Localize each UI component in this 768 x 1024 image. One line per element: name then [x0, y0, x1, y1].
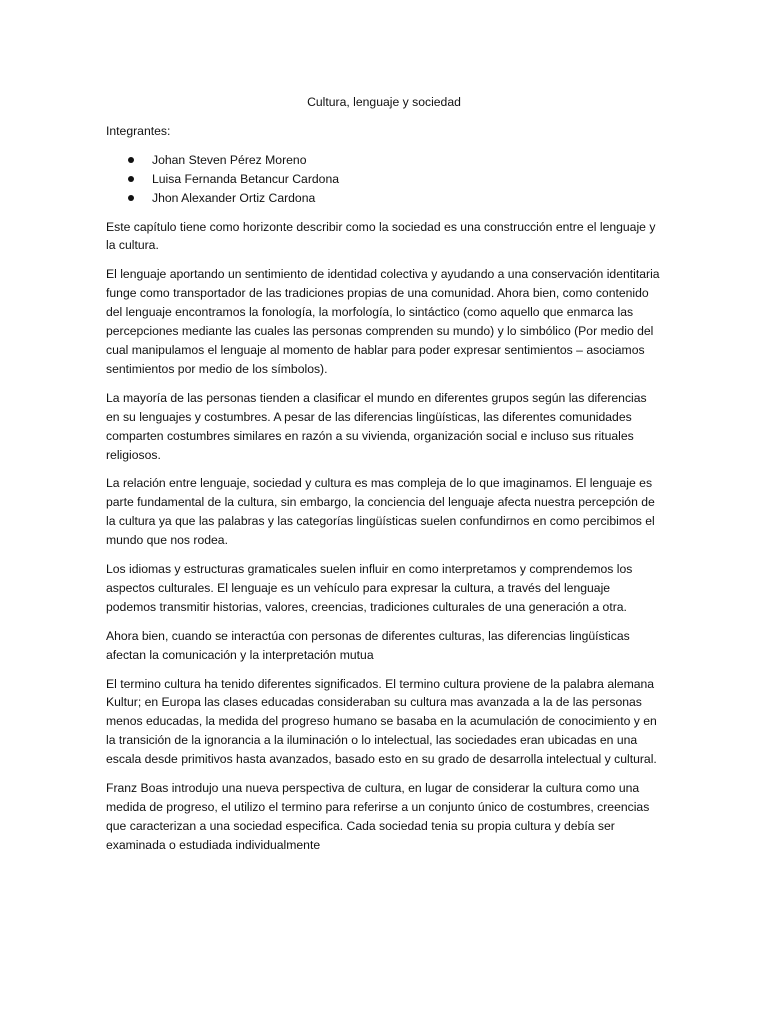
bullet-icon — [128, 195, 134, 201]
member-item — [106, 151, 662, 170]
member-name: Johan Steven Pérez Moreno — [152, 152, 307, 167]
member-item — [106, 170, 662, 189]
paragraph: El termino cultura ha tenido diferentes significados. El termino cultura proviene de la palabra alemana Kultur; en Europa las clases educadas consideraban su cultura mas avanzada a la de las personas menos educadas, la medida del progreso humano se basaba en la acumulación de conocimiento y en la transición de la ignorancia a la iluminación o lo intelectual, las sociedades eran ubicadas en una escala desde primitivos hasta avanzados, basado esto en su grado de desarrolla intelectual y cultural. — [106, 676, 657, 767]
member-name: Luisa Fernanda Betancur Cardona — [152, 171, 339, 186]
document-title: Cultura, lenguaje y sociedad — [307, 95, 461, 109]
paragraph: Los idiomas y estructuras gramaticales suelen influir en como interpretamos y comprendemos los aspectos culturales. El lenguaje es un vehículo para expresar la cultura, a través del lenguaje podemos transmitir historias, valores, creencias, tradiciones culturales de una generación a otra. — [106, 562, 633, 614]
paragraph: Este capítulo tiene como horizonte describir como la sociedad es una construcción entre el lenguaje y la cultura. — [106, 219, 656, 253]
member-item — [106, 189, 662, 208]
paragraph: La relación entre lenguaje, sociedad y cultura es mas compleja de lo que imaginamos. El lenguaje es parte fundamental de la cultura, sin embargo, la conciencia del lenguaje afecta nuestra percepción de la cultura ya que las palabras y las categorías lingüísticas suelen confundirnos en como percibimos el mundo que nos rodea. — [106, 476, 655, 548]
member-name: Jhon Alexander Ortiz Cardona — [152, 190, 316, 205]
document-body — [106, 93, 662, 865]
paragraph: Ahora bien, cuando se interactúa con personas de diferentes culturas, las diferencias lingüísticas afectan la comunicación y la interpretación mutua — [106, 628, 630, 662]
bullet-icon — [128, 157, 134, 163]
paragraph: La mayoría de las personas tienden a clasificar el mundo en diferentes grupos según las diferencias en su lenguajes y costumbres. A pesar de las diferencias lingüísticas, las diferentes comunidades comparten costumbres similares en razón a su vivienda, organización social e incluso sus rituales religiosos. — [106, 390, 647, 462]
members-list — [106, 151, 662, 208]
paragraph: El lenguaje aportando un sentimiento de identidad colectiva y ayudando a una conservación identitaria funge como transportador de las tradiciones propias de una comunidad. Ahora bien, como contenido del lenguaje encontramos la fonología, la morfología, lo sintáctico (como aquello que enmarca las percepciones mediante las cuales las personas comprenden su mundo) y lo simbólico (Por medio del cual manipulamos el lenguaje al momento de hablar para poder expresar sentimientos – asociamos sentimientos por medio de los símbolos). — [106, 267, 660, 376]
bullet-icon — [128, 176, 134, 182]
paragraph: Franz Boas introdujo una nueva perspectiva de cultura, en lugar de considerar la cultura como una medida de progreso, el utilizo el termino para referirse a un conjunto único de costumbres, creencias que caracterizan a una sociedad especifica. Cada sociedad tenia su propia cultura y debía ser examinada o estudiada individualmente — [106, 781, 650, 852]
members-label: Integrantes: — [106, 123, 171, 138]
